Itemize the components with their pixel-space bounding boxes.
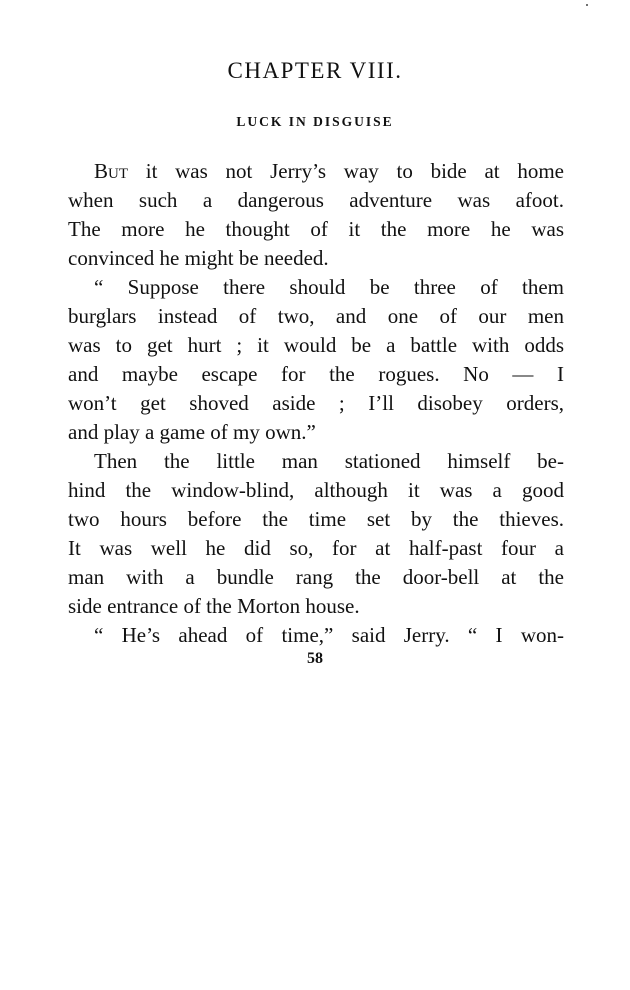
text-line: Then the little man stationed himself be- — [94, 449, 564, 473]
text-line: side entrance of the Morton house. — [68, 594, 360, 618]
text-line: two hours before the time set by the thieves. — [68, 507, 564, 531]
drop-word: But — [94, 159, 129, 183]
text-line: and play a game of my own.” — [68, 420, 316, 444]
body-text — [68, 157, 564, 650]
text-line-content: it was not Jerry’s way to bide at home — [128, 159, 564, 183]
scan-speck — [586, 4, 588, 6]
text-line — [68, 157, 564, 186]
text-line: burglars instead of two, and one of our men — [68, 304, 564, 328]
text-line: “ Suppose there should be three of them — [94, 275, 564, 299]
text-line: was to get hurt ; it would be a battle with odds — [68, 333, 564, 357]
text-line: The more he thought of it the more he was — [68, 217, 564, 241]
chapter-subtitle: LUCK IN DISGUISE — [236, 114, 394, 129]
text-line: won’t get shoved aside ; I’ll disobey orders, — [68, 391, 564, 415]
text-line: hind the window-blind, although it was a good — [68, 478, 564, 502]
text-line: It was well he did so, for at half-past four a — [68, 536, 564, 560]
page-number: 58 — [307, 650, 323, 667]
text-line: and maybe escape for the rogues. No — I — [68, 362, 564, 386]
text-line: man with a bundle rang the door-bell at the — [68, 565, 564, 589]
text-line: convinced he might be needed. — [68, 246, 329, 270]
text-line: when such a dangerous adventure was afoot. — [68, 188, 564, 212]
chapter-title: CHAPTER VIII. — [227, 58, 403, 83]
text-line: “ He’s ahead of time,” said Jerry. “ I won- — [94, 623, 564, 647]
